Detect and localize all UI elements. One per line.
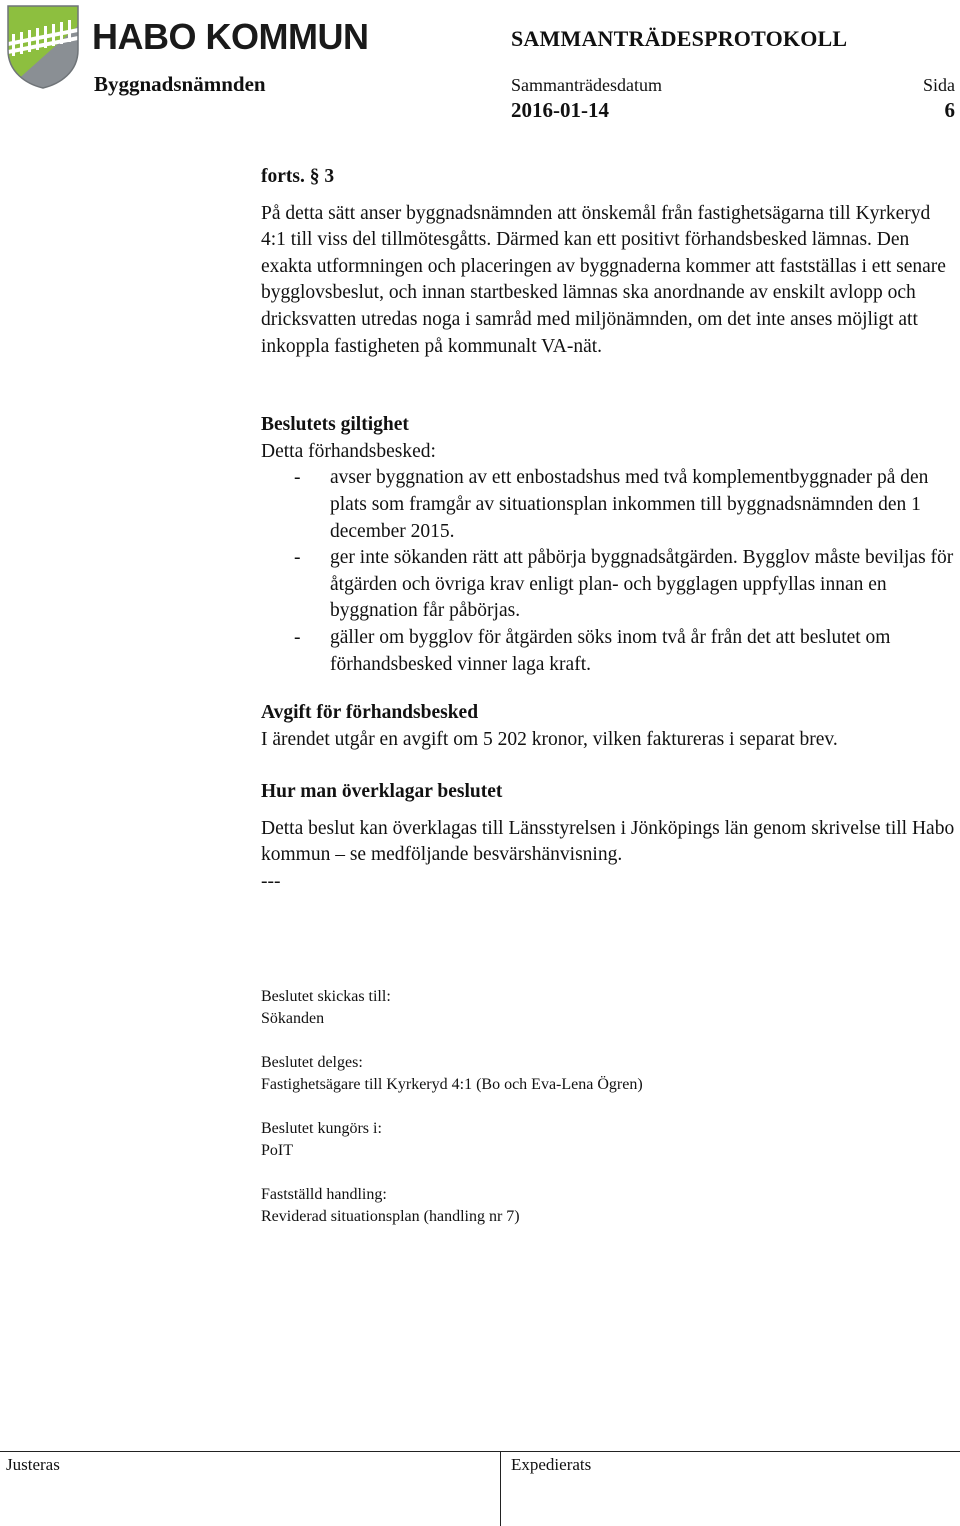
fee-text: I ärendet utgår en avgift om 5 202 kronor, vilken faktureras i separat brev.: [261, 728, 838, 750]
habo-coat-of-arms-icon: [6, 4, 80, 90]
page-number: 6: [944, 98, 955, 122]
meeting-date-label: Sammanträdesdatum: [511, 75, 662, 95]
list-item-text: ger inte sökanden rätt att påbörja byggnadsåtgärden. Bygglov måste beviljas för åtgärden och övriga krav enligt plan- och bygglagen uppfyllas innan en byggnation får påbörjas.: [330, 547, 954, 622]
committee-name: Byggnadsnämnden: [94, 72, 266, 96]
footer-divider-horizontal: [0, 1451, 960, 1452]
appeal-title: Hur man överklagar beslutet: [261, 781, 503, 803]
appeal-section: [261, 779, 958, 895]
sent-to-label: Beslutet skickas till:: [261, 988, 391, 1005]
notified-label: Beslutet delges:: [261, 1054, 363, 1071]
notified-value: Fastighetsägare till Kyrkeryd 4:1 (Bo och Eva-Lena Ögren): [261, 1076, 643, 1093]
footer-divider-vertical: [500, 1451, 501, 1526]
announced-group: [261, 1118, 951, 1162]
approved-document-value: Reviderad situationsplan (handling nr 7): [261, 1208, 520, 1225]
page-label: Sida: [922, 75, 955, 95]
distribution-block: [261, 986, 951, 1250]
validity-title: Beslutets giltighet: [261, 414, 409, 436]
sent-to-group: [261, 986, 951, 1030]
validity-section: [261, 412, 958, 678]
list-item-text: avser byggnation av ett enbostadshus med två komplementbyggnader på den plats som framgår av situationsplan inkommen till byggnadsnämnden den 1 december 2015.: [330, 467, 929, 542]
appeal-text: Detta beslut kan överklagas till Länsstyrelsen i Jönköpings län genom skrivelse till Habo kommun – se medföljande besvärshänvisning.: [261, 817, 955, 866]
validity-list: [261, 465, 958, 678]
announced-value: PoIT: [261, 1142, 293, 1159]
validity-lead: Detta förhandsbesked:: [261, 440, 436, 462]
meeting-date-value: 2016-01-14: [511, 98, 609, 122]
fee-title: Avgift för förhandsbesked: [261, 702, 479, 724]
approved-document-label: Fastställd handling:: [261, 1186, 387, 1203]
footer-expedierats-label: Expedierats: [511, 1455, 592, 1474]
sent-to-value: Sökanden: [261, 1010, 325, 1027]
footer-justeras-label: Justeras: [6, 1455, 60, 1474]
notified-group: [261, 1052, 951, 1096]
list-item: - avser byggnation av ett enbostadshus med två komplementbyggnader på den plats som framgår av situationsplan inkommen till byggnadsnämnden den 1 december 2015.: [294, 467, 929, 542]
end-mark: ---: [261, 871, 281, 893]
announced-label: Beslutet kungörs i:: [261, 1120, 382, 1137]
fee-section: [261, 700, 958, 753]
approved-document-group: [261, 1184, 951, 1228]
intro-paragraph: På detta sätt anser byggnadsnämnden att önskemål från fastighetsägarna till Kyrkeryd 4:1 till viss del tillmötesgåtts. Därmed kan ett positivt förhandsbesked lämnas. Den exakta utformningen och placeringen av byggnaderna kommer att fastställas i ett senare bygglovsbeslut, och innan startbesked lämnas ska anordnande av enskilt avlopp och dricksvatten utredas noga i samråd med miljönämnden, om det inte anses möjligt att inkoppla fastigheten på kommunalt VA-nät.: [261, 202, 946, 357]
document-type: SAMMANTRÄDESPROTOKOLL: [511, 26, 848, 51]
organization-name: HABO KOMMUN: [92, 16, 369, 57]
list-item: - gäller om bygglov för åtgärden söks inom två år från det att beslutet om förhandsbesked vinner laga kraft.: [294, 626, 891, 675]
document-body: [261, 164, 958, 896]
list-item: - ger inte sökanden rätt att påbörja byggnadsåtgärden. Bygglov måste beviljas för åtgärden och övriga krav enligt plan- och bygglagen uppfyllas innan en byggnation får påbörjas.: [294, 547, 954, 622]
continuation-heading: forts. § 3: [261, 166, 335, 187]
list-item-text: gäller om bygglov för åtgärden söks inom två år från det att beslutet om förhandsbesked vinner laga kraft.: [330, 626, 891, 675]
